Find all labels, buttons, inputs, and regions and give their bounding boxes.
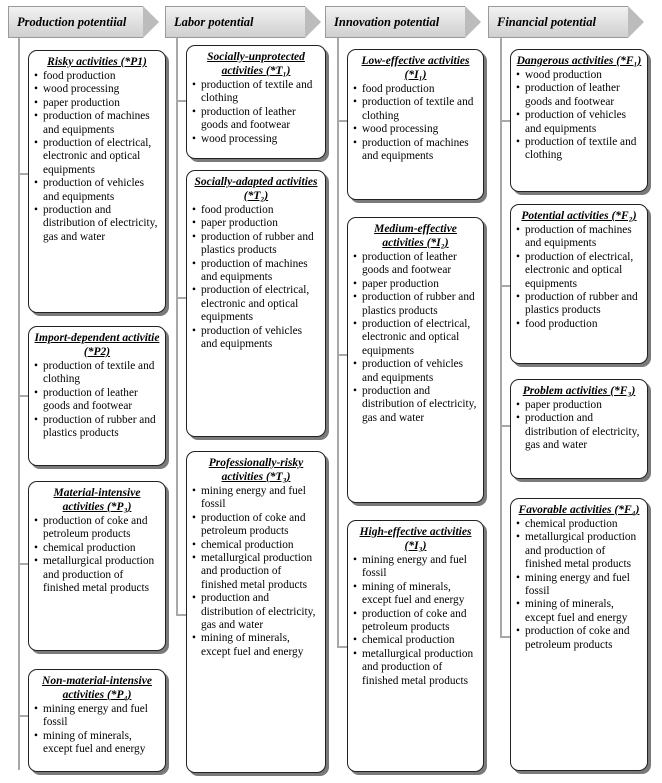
box-dangerous-activities: [510, 49, 648, 192]
box-potential-activities: [510, 204, 648, 364]
activity-list: [34, 70, 160, 244]
list-item: • production of vehicles and equipments: [192, 325, 320, 352]
list-item: • mining of minerals, except fuel and energy: [353, 581, 478, 608]
list-item: • production of textile and clothing: [34, 360, 160, 387]
list-item: • food production: [192, 204, 320, 217]
list-item: • production and distribution of electricity, gas and water: [34, 204, 160, 244]
list-item: • paper production: [516, 399, 642, 412]
connector-branch: [337, 646, 347, 648]
connector-trunk: [18, 38, 20, 770]
list-item: • production of leather goods and footwear: [34, 387, 160, 414]
list-item: • production and distribution of electricity, gas and water: [516, 412, 642, 452]
box-socially-unprotected-activities: [186, 45, 326, 159]
list-item: • production of machines and equipments: [516, 224, 642, 251]
column-header-production: Production potentiial: [8, 6, 143, 38]
list-item: • food production: [353, 83, 478, 96]
list-item: • production and distribution of electricity, gas and water: [353, 385, 478, 425]
list-item: • chemical production: [192, 539, 320, 552]
box-import-dependent-activities: [28, 326, 166, 466]
list-item: • production of electrical, electronic and optical equipments: [353, 318, 478, 358]
box-title: Medium-effective activities (*I₂): [374, 223, 457, 249]
column-header-financial: Financial potential: [488, 6, 628, 38]
box-title: Risky activities (*P1): [47, 56, 147, 68]
box-title: Socially-adapted activities (*T₂): [194, 176, 318, 202]
connector-branch: [176, 297, 186, 299]
list-item: • production of rubber and plastics products: [34, 414, 160, 441]
list-item: • production and distribution of electricity, gas and water: [192, 592, 320, 632]
list-item: • paper production: [34, 97, 160, 110]
activity-list: [516, 69, 642, 163]
connector-trunk: [337, 38, 339, 648]
list-item: • wood processing: [192, 133, 320, 146]
list-item: • production of coke and petroleum products: [192, 512, 320, 539]
box-title: Professionally-risky activities (*T₃): [208, 457, 304, 483]
list-item: • production of electrical, electronic and optical equipments: [34, 137, 160, 177]
list-item: • chemical production: [516, 518, 642, 531]
list-item: • production of textile and clothing: [192, 79, 320, 106]
box-title: Non-material-intensive activities (*P₄): [42, 675, 152, 701]
list-item: • production of vehicles and equipments: [516, 109, 642, 136]
box-title: Low-effective activities (*I₁): [361, 55, 470, 81]
box-title: High-effective activities (*I₃): [359, 526, 472, 552]
activity-list: [353, 554, 478, 688]
connector-branch: [18, 563, 28, 565]
activity-list: [34, 360, 160, 440]
list-item: • production of coke and petroleum products: [34, 515, 160, 542]
connector-branch: [176, 100, 186, 102]
box-title: Import-dependent activitie (*P2): [34, 332, 160, 358]
list-item: • mining of minerals, except fuel and energy: [192, 632, 320, 659]
connector-branch: [18, 395, 28, 397]
activity-list: [353, 83, 478, 163]
box-professionally-risky-activities: [186, 451, 326, 773]
connector-branch: [500, 285, 510, 287]
list-item: • mining of minerals, except fuel and energy: [516, 598, 642, 625]
list-item: • production of electrical, electronic and optical equipments: [516, 251, 642, 291]
box-high-effective-activities: [347, 520, 484, 772]
list-item: • mining energy and fuel fossil: [353, 554, 478, 581]
list-item: • mining energy and fuel fossil: [516, 572, 642, 599]
box-favorable-activities: [510, 498, 648, 771]
list-item: • metallurgical production and production of finished metal products: [34, 555, 160, 595]
connector-branch: [337, 120, 347, 122]
list-item: • production of electrical, electronic and optical equipments: [192, 284, 320, 324]
activity-list: [516, 399, 642, 453]
connector-branch: [500, 120, 510, 122]
box-title: Dangerous activities (*F₁): [516, 55, 642, 67]
activity-list: [192, 204, 320, 351]
list-item: • production of coke and petroleum products: [516, 625, 642, 652]
box-risky-activities: [28, 50, 166, 313]
connector-branch: [500, 425, 510, 427]
list-item: • wood processing: [353, 123, 478, 136]
list-item: • food production: [34, 70, 160, 83]
connector-trunk: [500, 38, 502, 638]
box-medium-effective-activities: [347, 217, 484, 503]
list-item: • metallurgical production and production of finished metal products: [192, 552, 320, 592]
column-header-labor: Labor potential: [165, 6, 305, 38]
box-material-intensive-activities: [28, 481, 166, 651]
list-item: • production of rubber and plastics products: [516, 291, 642, 318]
list-item: • metallurgical production and production of finished metal products: [353, 648, 478, 688]
connector-branch: [337, 354, 347, 356]
box-title: Problem activities (*F₃): [522, 385, 636, 397]
activity-list: [192, 485, 320, 659]
activity-list: [34, 703, 160, 757]
list-item: • mining of minerals, except fuel and energy: [34, 730, 160, 757]
list-item: • production of machines and equipments: [192, 258, 320, 285]
connector-branch: [176, 614, 186, 616]
list-item: • chemical production: [353, 634, 478, 647]
box-title: Material-intensive activities (*P₃): [53, 487, 141, 513]
box-title: Favorable activities (*F₄): [518, 504, 640, 516]
connector-branch: [18, 173, 28, 175]
activity-list: [34, 515, 160, 595]
list-item: • mining energy and fuel fossil: [192, 485, 320, 512]
list-item: • production of textile and clothing: [516, 136, 642, 163]
activity-list: [353, 251, 478, 425]
list-item: • paper production: [192, 217, 320, 230]
box-problem-activities: [510, 379, 648, 479]
list-item: • paper production: [353, 278, 478, 291]
list-item: • mining energy and fuel fossil: [34, 703, 160, 730]
connector-branch: [500, 636, 510, 638]
activity-list: [516, 224, 642, 331]
box-socially-adapted-activities: [186, 170, 326, 437]
list-item: • production of leather goods and footwear: [516, 82, 642, 109]
box-title: Socially-unprotected activities (*T₁): [207, 51, 305, 77]
list-item: • production of leather goods and footwear: [192, 106, 320, 133]
column-header-innovation: Innovation potential: [325, 6, 465, 38]
list-item: • production of vehicles and equipments: [353, 358, 478, 385]
list-item: • food production: [516, 318, 642, 331]
activity-list: [192, 79, 320, 146]
box-non-material-intensive-activities: [28, 669, 166, 772]
list-item: • production of leather goods and footwear: [353, 251, 478, 278]
connector-branch: [18, 715, 28, 717]
list-item: • production of machines and equipments: [34, 110, 160, 137]
list-item: • metallurgical production and production of finished metal products: [516, 531, 642, 571]
list-item: • chemical production: [34, 542, 160, 555]
list-item: • wood processing: [34, 83, 160, 96]
list-item: • wood production: [516, 69, 642, 82]
connector-trunk: [176, 38, 178, 616]
list-item: • production of coke and petroleum products: [353, 608, 478, 635]
list-item: • production of machines and equipments: [353, 137, 478, 164]
list-item: • production of vehicles and equipments: [34, 177, 160, 204]
list-item: • production of rubber and plastics products: [353, 291, 478, 318]
list-item: • production of rubber and plastics products: [192, 231, 320, 258]
activity-list: [516, 518, 642, 652]
list-item: • production of textile and clothing: [353, 96, 478, 123]
box-low-effective-activities: [347, 49, 484, 200]
box-title: Potential activities (*F₂): [521, 210, 637, 222]
